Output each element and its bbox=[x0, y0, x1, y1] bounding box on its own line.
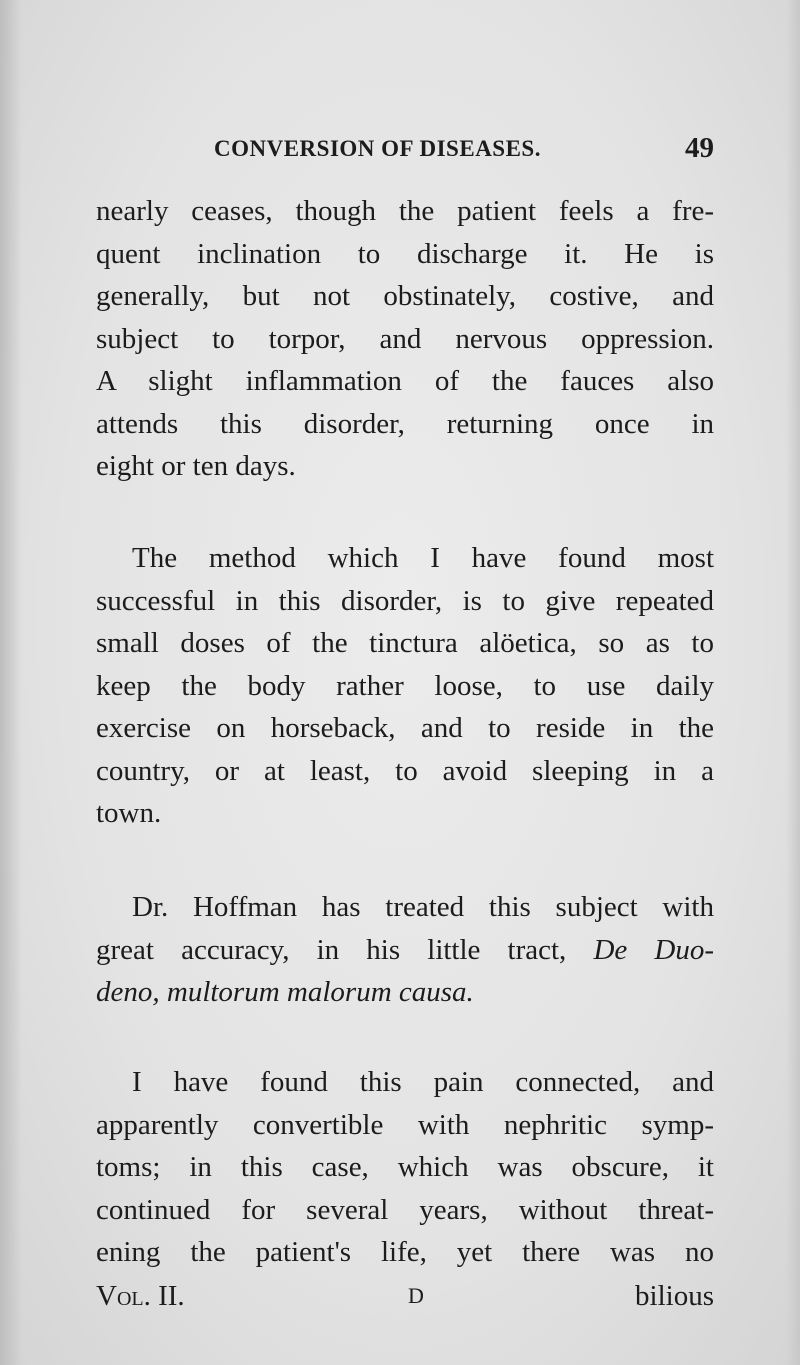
text-line: eight or ten days. bbox=[96, 450, 296, 482]
text-line: quent inclination to discharge it. He is bbox=[96, 237, 714, 270]
text-line: ening the patient's life, yet there was no bbox=[96, 1236, 714, 1268]
paragraph-1 bbox=[96, 190, 714, 488]
page-number: 49 bbox=[685, 132, 714, 164]
running-head: CONVERSION OF DISEASES. bbox=[214, 136, 541, 161]
volume-label: Vol. II. bbox=[96, 1280, 185, 1312]
text-line: country, or at least, to avoid sleeping in a bbox=[96, 754, 714, 787]
text-line: small doses of the tinctura alöetica, so as to bbox=[96, 627, 714, 659]
page-header bbox=[96, 132, 714, 168]
italic-title-fragment: De Duo- bbox=[593, 933, 714, 966]
text-line: apparently convertible with nephritic symp- bbox=[96, 1108, 714, 1141]
text-line: toms; in this case, which was obscure, it bbox=[96, 1151, 714, 1183]
catchword: bilious bbox=[635, 1280, 714, 1312]
page-edge-shadow-right bbox=[786, 0, 800, 1365]
text-line: A slight inflammation of the fauces also bbox=[96, 365, 714, 397]
text-line: Dr. Hoffman has treated this subject with bbox=[132, 891, 714, 923]
text-line: generally, but not obstinately, costive, and bbox=[96, 280, 714, 312]
paragraph-2 bbox=[96, 537, 714, 835]
text-line: attends this disorder, returning once in bbox=[96, 407, 714, 440]
signature-mark: D bbox=[408, 1283, 424, 1308]
text-segment: great accuracy, in his little tract, bbox=[96, 933, 594, 966]
text-line bbox=[96, 929, 714, 972]
italic-title-line: deno, multorum malorum causa. bbox=[96, 976, 474, 1008]
text-line: keep the body rather loose, to use daily bbox=[96, 669, 714, 702]
text-line: exercise on horseback, and to reside in the bbox=[96, 712, 714, 744]
text-line: The method which I have found most bbox=[132, 542, 714, 574]
page-edge-shadow-left bbox=[0, 0, 22, 1365]
text-line: I have found this pain connected, and bbox=[132, 1066, 714, 1098]
text-line: subject to torpor, and nervous oppression. bbox=[96, 322, 714, 355]
text-line: nearly ceases, though the patient feels a fre- bbox=[96, 195, 714, 227]
text-line: continued for several years, without threat- bbox=[96, 1193, 714, 1226]
paragraph-3 bbox=[96, 886, 714, 1014]
paragraph-4 bbox=[96, 1061, 714, 1274]
page-footer bbox=[96, 1275, 714, 1317]
text-line: town. bbox=[96, 797, 162, 829]
text-line: successful in this disorder, is to give repeated bbox=[96, 584, 714, 617]
